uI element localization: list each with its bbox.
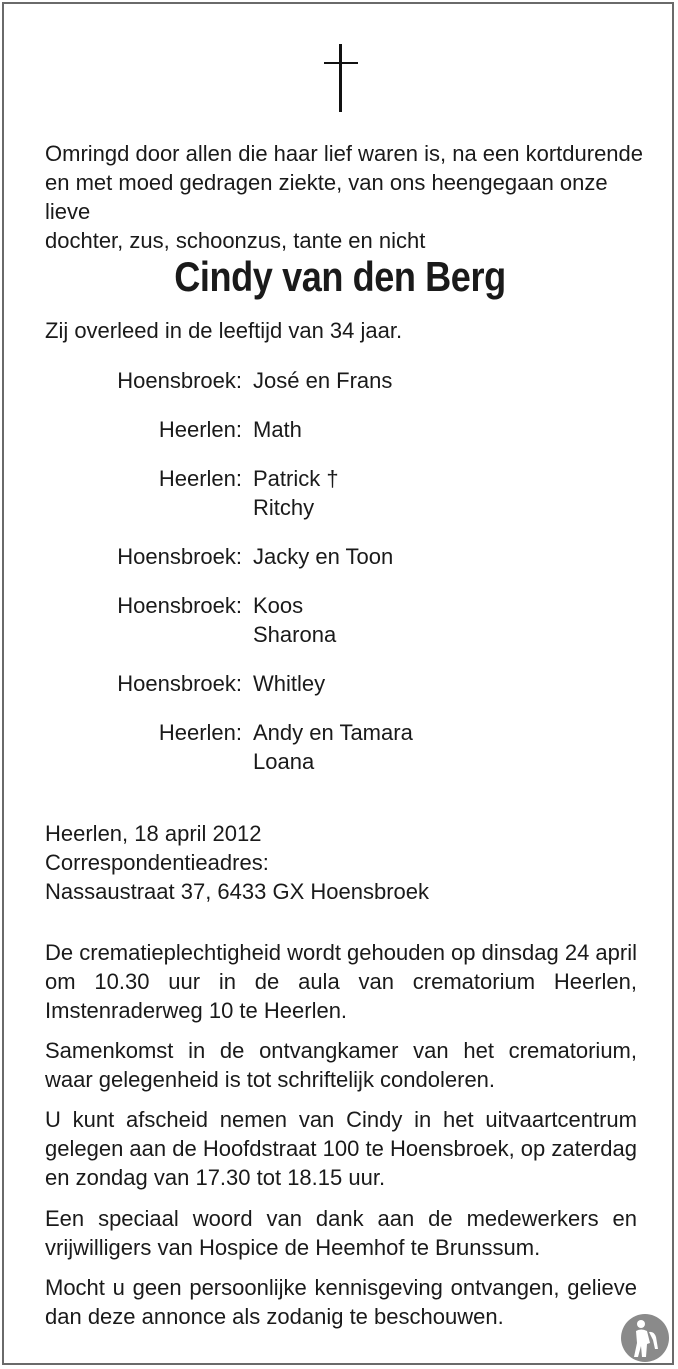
family-place: Heerlen: [158, 720, 242, 745]
deceased-name: Cindy van den Berg [174, 253, 506, 300]
family-names: Patrick † Ritchy [253, 466, 339, 520]
intro-line: Omringd door allen die haar lief waren is, na een kortdurende [45, 141, 644, 166]
gathering-paragraph: Samenkomst in de ontvangkamer van het crematorium, waar gelegenheid is tot schriftelijk condoleren. [45, 1038, 637, 1092]
address-line: Heerlen, 18 april 2012 [45, 821, 262, 846]
intro-line: en met moed gedragen ziekte, van ons heengegaan onze lieve [45, 170, 608, 224]
family-names: José en Frans [253, 368, 393, 393]
farewell-paragraph: U kunt afscheid nemen van Cindy in het uitvaartcentrum gelegen aan de Hoofdstraat 100 te Hoensbroek, op zaterdag en zondag van 17.30 tot 18.15 uur. [45, 1107, 637, 1190]
cross-icon [324, 44, 358, 112]
address-block [45, 819, 637, 906]
family-place: Heerlen: [158, 417, 242, 442]
address-line: Nassaustraat 37, 6433 GX Hoensbroek [45, 879, 430, 904]
family-place: Hoensbroek: [117, 593, 242, 618]
family-place: Hoensbroek: [117, 544, 242, 569]
family-names: Andy en Tamara Loana [253, 720, 413, 774]
intro-line: dochter, zus, schoonzus, tante en nicht [45, 228, 426, 253]
address-line: Correspondentieadres: [45, 850, 269, 875]
intro-text [45, 139, 645, 255]
family-place: Hoensbroek: [117, 671, 242, 696]
family-names: Math [253, 417, 302, 442]
notice-paragraph: Mocht u geen persoonlijke kennisgeving ontvangen, gelieve dan deze annonce als zodanig te beschouwen. [45, 1275, 637, 1329]
thanks-paragraph: Een speciaal woord van dank aan de medewerkers en vrijwilligers van Hospice de Heemhof te Brunssum. [45, 1206, 637, 1260]
obituary-card [2, 2, 674, 1365]
family-place: Heerlen: [158, 466, 242, 491]
age-line: Zij overleed in de leeftijd van 34 jaar. [45, 318, 403, 343]
family-names: Jacky en Toon [253, 544, 394, 569]
family-names: Koos Sharona [253, 593, 337, 647]
memorial-figure-logo [620, 1313, 670, 1363]
ceremony-paragraph: De crematieplechtigheid wordt gehouden op dinsdag 24 april om 10.30 uur in de aula van crematorium Heerlen, Imstenraderweg 10 te Heerlen. [45, 940, 637, 1023]
family-place: Hoensbroek: [117, 368, 242, 393]
family-names: Whitley [253, 671, 326, 696]
